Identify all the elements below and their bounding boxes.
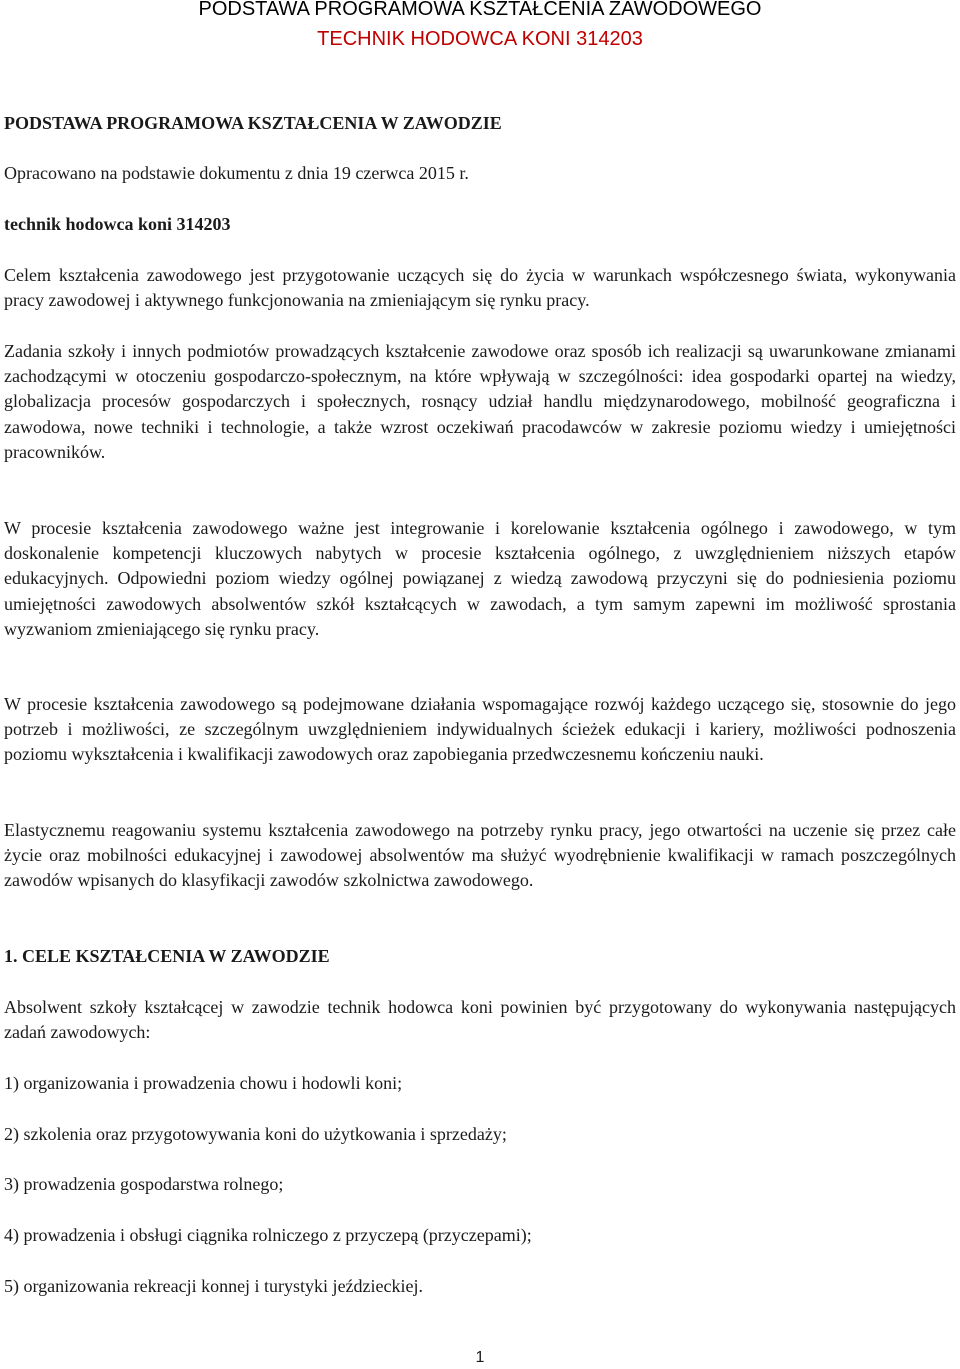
header-subtitle: TECHNIK HODOWCA KONI 314203	[317, 28, 643, 50]
document-header	[4, 0, 956, 54]
task-item-3: 3) prowadzenia gospodarstwa rolnego;	[4, 1174, 284, 1194]
task-item-2: 2) szkolenia oraz przygotowywania koni do użytkowania i sprzedaży;	[4, 1124, 507, 1144]
doc-source: Opracowano na podstawie dokumentu z dnia 19 czerwca 2015 r.	[4, 163, 469, 183]
doc-heading: PODSTAWA PROGRAMOWA KSZTAŁCENIA W ZAWODZIE	[4, 113, 502, 133]
page-number: 1	[475, 1349, 485, 1366]
paragraph-3: W procesie kształcenia zawodowego ważne jest integrowanie i korelowanie kształcenia ogólnego i zawodowego, w tym doskonalenie kompetencji kluczowych nabytych w procesie kształcenia ogólnego, z uwzględnieniem niższych etapów edukacyjnych. Odpowiedni poziom wiedzy ogólnej powiązanej z wiedzą zawodową przyczyni się do podniesienia poziomu umiejętności zawodowych absolwentów szkół kształcących w zawodach, a tym samym zapewni im możliwość sprostania wyzwaniom zmieniającego się rynku pracy.	[4, 518, 956, 639]
paragraph-5: Elastycznemu reagowaniu systemu kształcenia zawodowego na potrzeby rynku pracy, jego otwartości na uczenie się przez całe życie oraz mobilności edukacyjnej i zawodowej absolwentów ma służyć wyodrębnienie kwalifikacji w ramach poszczególnych zawodów wpisanych do klasyfikacji zawodów szkolnictwa zawodowego.	[4, 820, 956, 891]
task-item-4: 4) prowadzenia i obsługi ciągnika rolniczego z przyczepą (przyczepami);	[4, 1225, 532, 1245]
task-item-1: 1) organizowania i prowadzenia chowu i hodowli koni;	[4, 1073, 403, 1093]
section-intro: Absolwent szkoły kształcącej w zawodzie technik hodowca koni powinien być przygotowany do wykonywania następujących zadań zawodowych:	[4, 997, 956, 1043]
header-title: PODSTAWA PROGRAMOWA KSZTAŁCENIA ZAWODOWEGO	[198, 0, 762, 20]
profession-name: technik hodowca koni 314203	[4, 214, 231, 234]
task-item-5: 5) organizowania rekreacji konnej i turystyki jeździeckiej.	[4, 1276, 424, 1296]
paragraph-1: Celem kształcenia zawodowego jest przygotowanie uczących się do życia w warunkach współczesnego świata, wykonywania pracy zawodowej i aktywnego funkcjonowania na zmieniającym się rynku pracy.	[4, 265, 956, 311]
paragraph-4: W procesie kształcenia zawodowego są podejmowane działania wspomagające rozwój każdego uczącego się, stosownie do jego potrzeb i możliwości, ze szczególnym uwzględnieniem indywidualnych ścieżek edukacji i kariery, możliwości podnoszenia poziomu wykształcenia i kwalifikacji zawodowych oraz zapobiegania przedwczesnemu kończeniu nauki.	[4, 694, 956, 765]
section-heading: 1. CELE KSZTAŁCENIA W ZAWODZIE	[4, 946, 330, 966]
paragraph-2: Zadania szkoły i innych podmiotów prowadzących kształcenie zawodowe oraz sposób ich realizacji są uwarunkowane zmianami zachodzącymi w otoczeniu gospodarczo-społecznym, na które wpływają w szczególności: idea gospodarki opartej na wiedzy, globalizacja procesów gospodarczych i społecznych, rosnący udział handlu międzynarodowego, mobilność geograficzna i zawodowa, nowe techniki i technologie, a także wzrost oczekiwań pracodawców w zakresie poziomu wiedzy i umiejętności pracowników.	[4, 341, 956, 462]
